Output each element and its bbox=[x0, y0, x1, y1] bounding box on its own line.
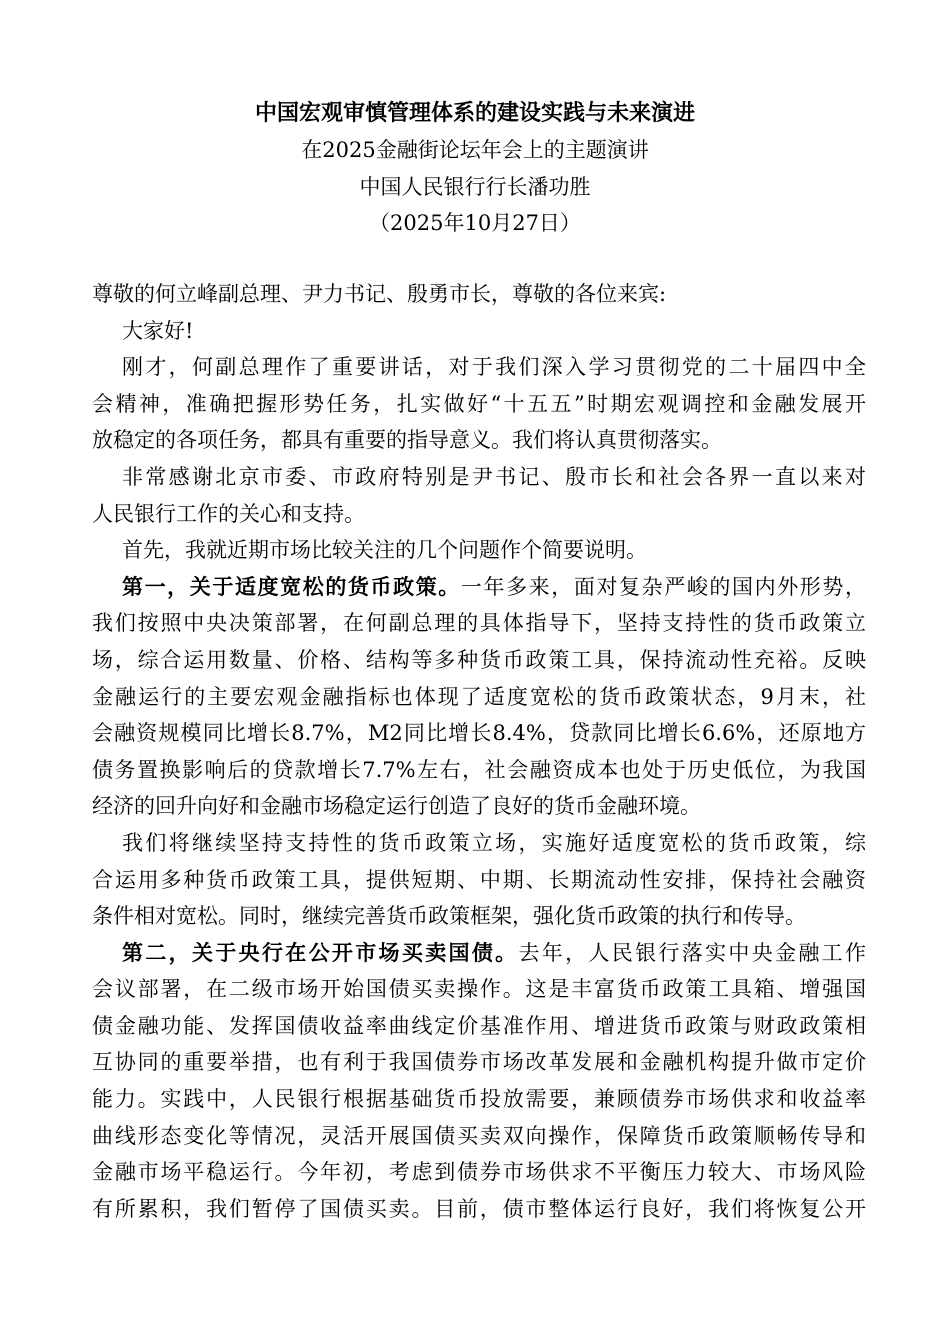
text-line bbox=[92, 862, 866, 899]
line-text: 我们按照中央决策部署，在何副总理的具体指导下，坚持支持性的货币政策立 bbox=[92, 611, 866, 636]
line-text: 会议部署，在二级市场开始国债买卖操作。这是丰富货币政策工具箱、增强国 bbox=[92, 977, 866, 1002]
line-text: 刚才，何副总理作了重要讲话，对于我们深入学习贯彻党的二十届四中全 bbox=[122, 355, 866, 380]
line-text: 曲线形态变化等情况，灵活开展国债买卖双向操作，保障货币政策顺畅传导和 bbox=[92, 1123, 866, 1148]
document-subtitle: 在2025金融街论坛年会上的主题演讲 bbox=[301, 138, 649, 162]
text-line bbox=[92, 459, 866, 496]
line-text: 去年，人民银行落实中央金融工作 bbox=[518, 940, 866, 965]
line-text: 一年多来，面对复杂严峻的国内外形势， bbox=[460, 574, 866, 599]
line-text: 会精神，准确把握形势任务，扎实做好“十五五”时期宏观调控和金融发展开 bbox=[92, 391, 866, 416]
line-text: 能力。实践中，人民银行根据基础货币投放需要，兼顾债券市场供求和收益率 bbox=[92, 1087, 866, 1112]
text-line bbox=[92, 898, 866, 935]
text-line bbox=[92, 679, 866, 716]
line-text: 尊敬的何立峰副总理、尹力书记、殷勇市长，尊敬的各位来宾: bbox=[92, 282, 667, 306]
line-text: 债金融功能、发挥国债收益率曲线定价基准作用、增进货币政策与财政政策相 bbox=[92, 1013, 866, 1038]
text-line bbox=[92, 1008, 866, 1045]
text-line bbox=[92, 788, 866, 825]
text-line bbox=[92, 422, 866, 459]
line-text: 有所累积，我们暂停了国债买卖。目前，债市整体运行良好，我们将恢复公开 bbox=[92, 1196, 866, 1221]
line-text: 我们将继续坚持支持性的货币政策立场，实施好适度宽松的货币政策，综 bbox=[122, 830, 866, 855]
line-text: 人民银行工作的关心和支持。 bbox=[92, 501, 365, 526]
text-line bbox=[92, 935, 866, 972]
line-text: 大家好! bbox=[122, 318, 194, 343]
line-text: 金融市场平稳运行。今年初，考虑到债券市场供求不平衡压力较大、市场风险 bbox=[92, 1160, 866, 1185]
line-text: 非常感谢北京市委、市政府特别是尹书记、殷市长和社会各界一直以来对 bbox=[122, 464, 866, 489]
line-text: 债务置换影响后的贷款增长7.7%左右，社会融资成本也处于历史低位，为我国 bbox=[92, 757, 866, 782]
document-body bbox=[92, 276, 866, 1227]
line-text: 互协同的重要举措，也有利于我国债券市场改革发展和金融机构提升做市定价 bbox=[92, 1050, 866, 1075]
text-line bbox=[92, 496, 866, 533]
text-line bbox=[92, 532, 866, 569]
text-line bbox=[92, 349, 866, 386]
line-text: 会融资规模同比增长8.7%，M2同比增长8.4%，贷款同比增长6.6%，还原地方 bbox=[92, 721, 866, 746]
text-line bbox=[92, 1081, 866, 1118]
line-text: 经济的回升向好和金融市场稳定运行创造了良好的货币金融环境。 bbox=[92, 794, 701, 819]
document-author: 中国人民银行行长潘功胜 bbox=[359, 175, 591, 199]
text-line bbox=[92, 1118, 866, 1155]
text-line bbox=[92, 386, 866, 423]
text-line bbox=[92, 1044, 866, 1081]
section-heading: 第二，关于央行在公开市场买卖国债。 bbox=[122, 939, 519, 965]
line-text: 放稳定的各项任务，都具有重要的指导意义。我们将认真贯彻落实。 bbox=[92, 428, 722, 453]
text-line bbox=[92, 752, 866, 789]
text-line bbox=[92, 642, 866, 679]
document-date: （2025年10月27日） bbox=[369, 211, 581, 235]
text-line bbox=[92, 605, 866, 642]
section-heading: 第一，关于适度宽松的货币政策。 bbox=[122, 573, 461, 599]
text-line bbox=[92, 971, 866, 1008]
line-text: 金融运行的主要宏观金融指标也体现了适度宽松的货币政策状态，9月末，社 bbox=[92, 684, 866, 709]
text-line bbox=[92, 715, 866, 752]
text-line bbox=[92, 1191, 866, 1228]
line-text: 合运用多种货币政策工具，提供短期、中期、长期流动性安排，保持社会融资 bbox=[92, 867, 866, 892]
document-title: 中国宏观审慎管理体系的建设实践与未来演进 bbox=[254, 100, 695, 126]
line-text: 首先，我就近期市场比较关注的几个问题作个简要说明。 bbox=[122, 538, 647, 563]
text-line bbox=[92, 276, 866, 313]
text-line bbox=[92, 313, 866, 350]
line-text: 条件相对宽松。同时，继续完善货币政策框架，强化货币政策的执行和传导。 bbox=[92, 904, 806, 929]
line-text: 场，综合运用数量、价格、结构等多种货币政策工具，保持流动性充裕。反映 bbox=[92, 647, 866, 672]
text-line bbox=[92, 569, 866, 606]
text-line bbox=[92, 825, 866, 862]
text-line bbox=[92, 1154, 866, 1191]
